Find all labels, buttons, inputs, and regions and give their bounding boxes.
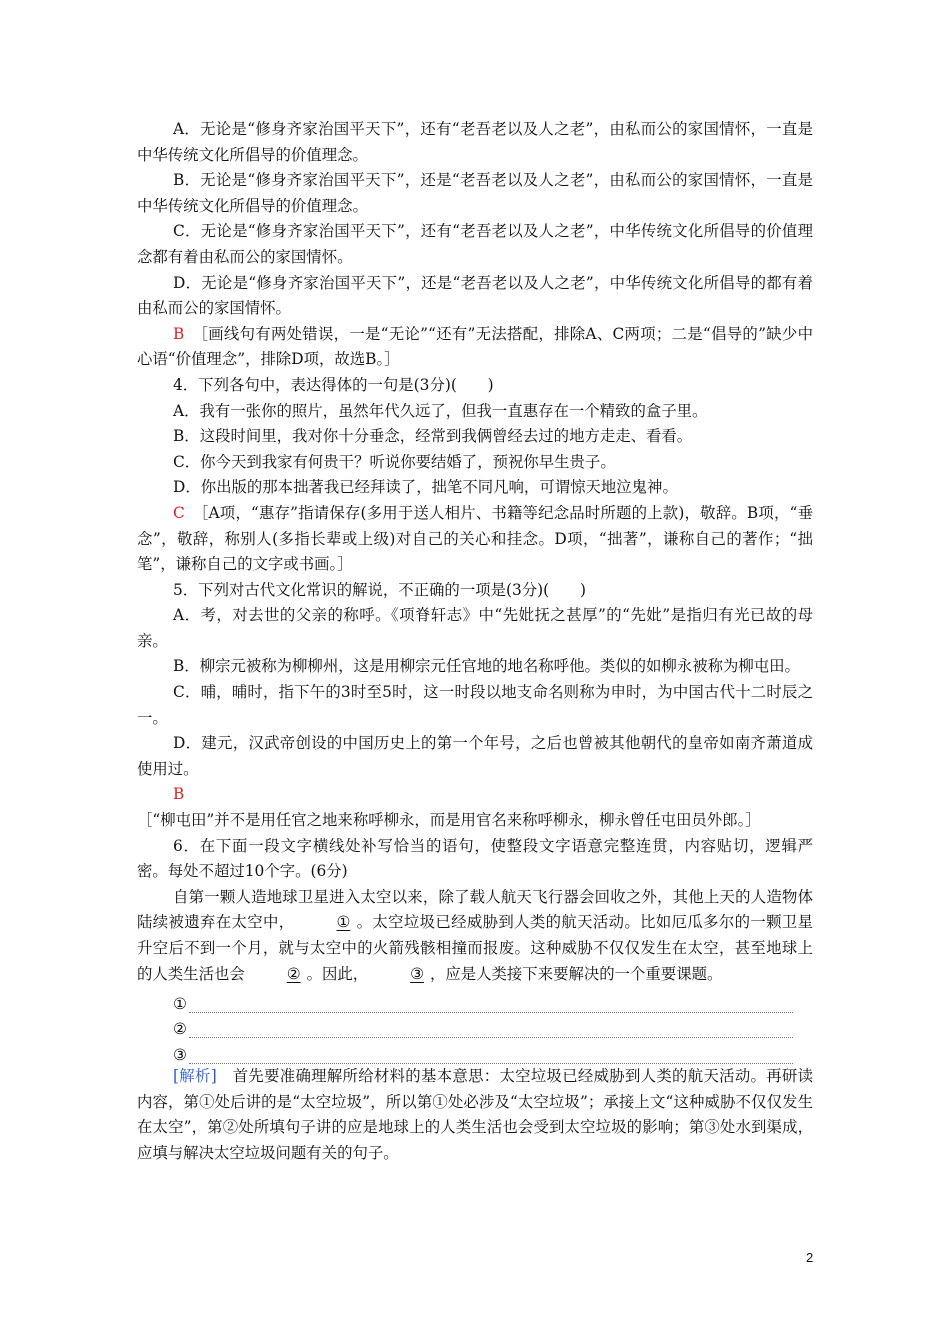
q4-option-b: B．这段时间里，我对你十分垂念，经常到我俩曾经去过的地方走走、看看。 bbox=[173, 427, 693, 446]
q3-answer-explanation bbox=[137, 322, 813, 373]
q5-option-a: A．考，对去世的父亲的称呼。《项脊轩志》中“先妣抚之甚厚”的“先妣”是指归有光已故的母亲。 bbox=[137, 606, 813, 650]
q3-explanation: ［画线句有两处错误，一是“无论”“还有”无法搭配，排除A、C两项；二是“倡导的”缺少中心语“价值理念”，排除D项，故选B。］ bbox=[137, 324, 813, 369]
q5-explanation: ［“柳屯田”并不是用任官之地来称呼柳永，而是用官名来称呼柳永，柳永曾任屯田员外郎。］ bbox=[137, 811, 761, 830]
q6-passage-part2: 。太空垃圾已经威胁到人类的航天活动。比如厄瓜多尔的一颗卫星升空后不到一个月，就与太空中的火箭残骸相撞而报废。这种威胁不仅仅发生在太空，甚至地球上的人类生活也会 bbox=[137, 913, 813, 983]
q4-stem: 4．下列各句中，表达得体的一句是(3分)( ) bbox=[173, 375, 494, 394]
analysis-text: 首先要准确理解所给材料的基本意思：太空垃圾已经威胁到人类的航天活动。再研读内容，第①处后讲的是“太空垃圾”，所以第①处必涉及“太空垃圾”；承接上文“这种威胁不仅仅发生在太空”，第②处所填句子讲的应是地球上的人类生活也会受到太空垃圾的影响；第③处水到渠成，应填与解决太空垃圾问题有关的句子。 bbox=[137, 1066, 813, 1162]
q5-option-c: C．晡，晡时，指下午的3时至5时，这一时段以地支命名则称为申时，为中国古代十二时辰之一。 bbox=[137, 683, 813, 727]
q4-option-c: C．你今天到我家有何贵干？听说你要结婚了，预祝你早生贵子。 bbox=[173, 452, 616, 471]
answer-line-2-label: ② bbox=[173, 1020, 187, 1039]
q6-passage bbox=[137, 885, 813, 987]
answer-line-3 bbox=[137, 1038, 813, 1064]
q5-option-d: D．建元，汉武帝创设的中国历史上的第一个年号，之后也曾被其他朝代的皇帝如南齐萧道成使用过。 bbox=[137, 734, 813, 778]
document-body bbox=[137, 117, 813, 1166]
q5-answer-explanation bbox=[137, 782, 813, 833]
q6-stem: 6．在下面一段文字横线处补写恰当的语句，使整段文字语意完整连贯，内容贴切，逻辑严密。每处不超过10个字。(6分) bbox=[137, 836, 813, 881]
q4-option-a: A．我有一张你的照片，虽然年代久远了，但我一直惠存在一个精致的盒子里。 bbox=[173, 401, 708, 420]
answer-line-1 bbox=[137, 987, 813, 1013]
q3-option-b: B．无论是“修身齐家治国平天下”，还是“老吾老以及人之老”，由私而公的家国情怀，一直是中华传统文化所倡导的价值理念。 bbox=[137, 171, 813, 215]
q4-explanation: ［A项，“惠存”指请保存(多用于送人相片、书籍等纪念品时所题的上款)，敬辞。B项，“垂念”，敬辞，称别人(多指长辈或上级)对自己的关心和挂念。D项，“拙著”，谦称自己的著作；“拙笔”，谦称自己的文字或书画。］ bbox=[137, 503, 813, 574]
q6-passage-part1: 自第一颗人造地球卫星进入太空以来，除了载人航天飞行器会回收之外，其他上天的人造物体陆续被遗弃在太空中， bbox=[137, 887, 813, 932]
answer-line-3-label: ③ bbox=[173, 1045, 187, 1064]
answer-line-3-rule bbox=[189, 1049, 793, 1064]
q6-blank-3: ③ bbox=[410, 964, 424, 983]
q3-answer: B bbox=[173, 324, 185, 343]
q4-option-d: D．你出版的那本拙著我已经拜读了，拙笔不同凡响，可谓惊天地泣鬼神。 bbox=[173, 478, 678, 497]
q6-analysis bbox=[137, 1064, 813, 1166]
q3-option-c: C．无论是“修身齐家治国平天下”，还有“老吾老以及人之老”，中华传统文化所倡导的价值理念都有着由私而公的家国情怀。 bbox=[137, 222, 813, 266]
analysis-tag: [解析] bbox=[173, 1066, 217, 1085]
q4-answer: C bbox=[173, 503, 185, 522]
answer-line-1-rule bbox=[189, 998, 793, 1013]
q5-option-b: B．柳宗元被称为柳柳州，这是用柳宗元任官地的地名称呼他。类似的如柳永被称为柳屯田。 bbox=[173, 657, 800, 676]
answer-line-2 bbox=[137, 1013, 813, 1039]
q3-option-d: D．无论是“修身齐家治国平天下”，还是“老吾老以及人之老”，中华传统文化所倡导的都有着由私而公的家国情怀。 bbox=[137, 273, 813, 318]
page-number: 2 bbox=[806, 1250, 814, 1265]
q6-blank-2: ② bbox=[286, 964, 301, 983]
q6-passage-part3: 。因此， bbox=[306, 964, 369, 983]
q6-blank-1: ① bbox=[336, 913, 351, 932]
answer-line-1-label: ① bbox=[173, 994, 187, 1013]
q6-passage-part4: ，应是人类接下来要解决的一个重要课题。 bbox=[429, 964, 723, 983]
q5-answer: B bbox=[173, 785, 185, 804]
answer-line-2-rule bbox=[189, 1023, 793, 1038]
q4-answer-explanation bbox=[137, 501, 813, 578]
q3-option-a: A．无论是“修身齐家治国平天下”，还有“老吾老以及人之老”，由私而公的家国情怀，一直是中华传统文化所倡导的价值理念。 bbox=[137, 120, 813, 164]
q5-stem: 5．下列对古代文化常识的解说，不正确的一项是(3分)( ) bbox=[173, 580, 586, 599]
